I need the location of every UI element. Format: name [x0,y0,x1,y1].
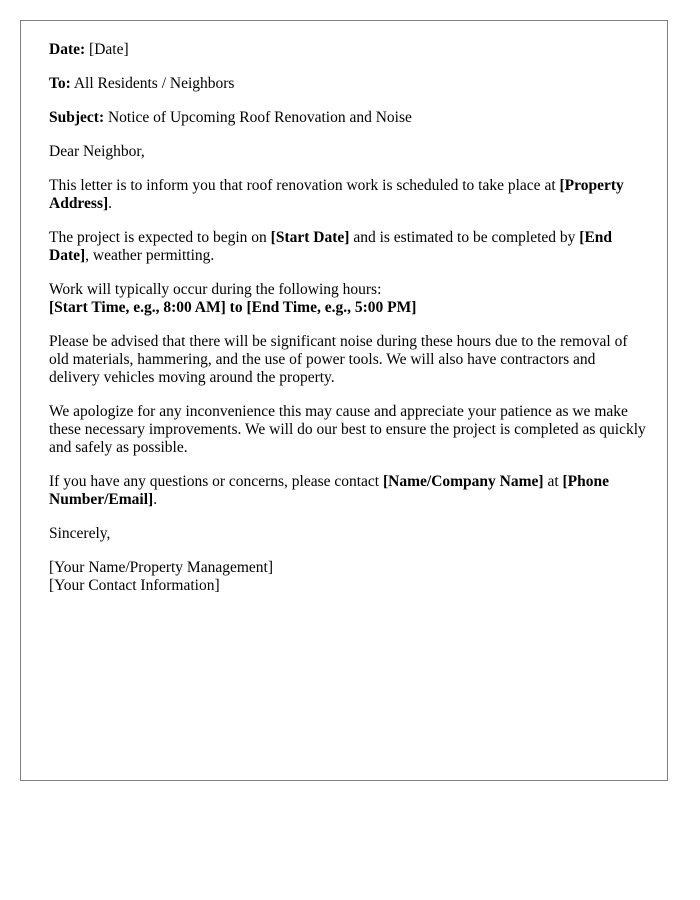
paragraph-contact [49,473,647,509]
start-date: [Start Date] [270,229,350,246]
paragraph-hours-text: Work will typically occur during the following hours: [49,281,382,298]
paragraph-location [49,177,647,213]
paragraph-dates [49,229,647,265]
to-value: All Residents / Neighbors [73,75,235,92]
salutation: Dear Neighbor, [49,143,145,160]
property-address: [Property Address] [49,177,624,212]
letter-page [20,20,668,781]
hours-to: to [229,299,243,316]
closing: Sincerely, [49,525,111,542]
paragraph-hours [49,281,647,317]
date-label: Date: [49,41,86,58]
contact-at: at [547,473,559,490]
letter-body [49,41,647,595]
paragraph-location-end: . [108,195,113,212]
signature-contact: [Your Contact Information] [49,577,220,594]
paragraph-dates-text-2: and is estimated to be completed by [353,229,576,246]
paragraph-dates-text-3: , weather permitting. [85,247,215,264]
signature-block [49,559,647,595]
subject-label: Subject: [49,109,105,126]
paragraph-contact-end: . [153,491,158,508]
to-label: To: [49,75,71,92]
contact-name: [Name/Company Name] [383,473,544,490]
end-date: [End Date] [49,229,613,264]
start-time: [Start Time, e.g., 8:00 AM] [49,299,226,316]
date-line [49,41,647,59]
contact-info: [Phone Number/Email] [49,473,610,508]
paragraph-location-text: This letter is to inform you that roof renovation work is scheduled to take place at [49,177,556,194]
signature-name: [Your Name/Property Management] [49,559,273,576]
to-line [49,75,647,93]
date-value: [Date] [89,41,129,58]
paragraph-contact-text: If you have any questions or concerns, please contact [49,473,380,490]
end-time: [End Time, e.g., 5:00 PM] [246,299,417,316]
subject-value: Notice of Upcoming Roof Renovation and Noise [107,109,412,126]
paragraph-noise: Please be advised that there will be significant noise during these hours due to the removal of old materials, hammering, and the use of power tools. We will also have contractors and delivery vehicles moving around the property. [49,333,628,386]
paragraph-dates-text-1: The project is expected to begin on [49,229,267,246]
subject-line [49,109,647,127]
paragraph-apology: We apologize for any inconvenience this may cause and appreciate your patience as we make these necessary improvements. We will do our best to ensure the project is completed as quickly and safely as possible. [49,403,646,456]
